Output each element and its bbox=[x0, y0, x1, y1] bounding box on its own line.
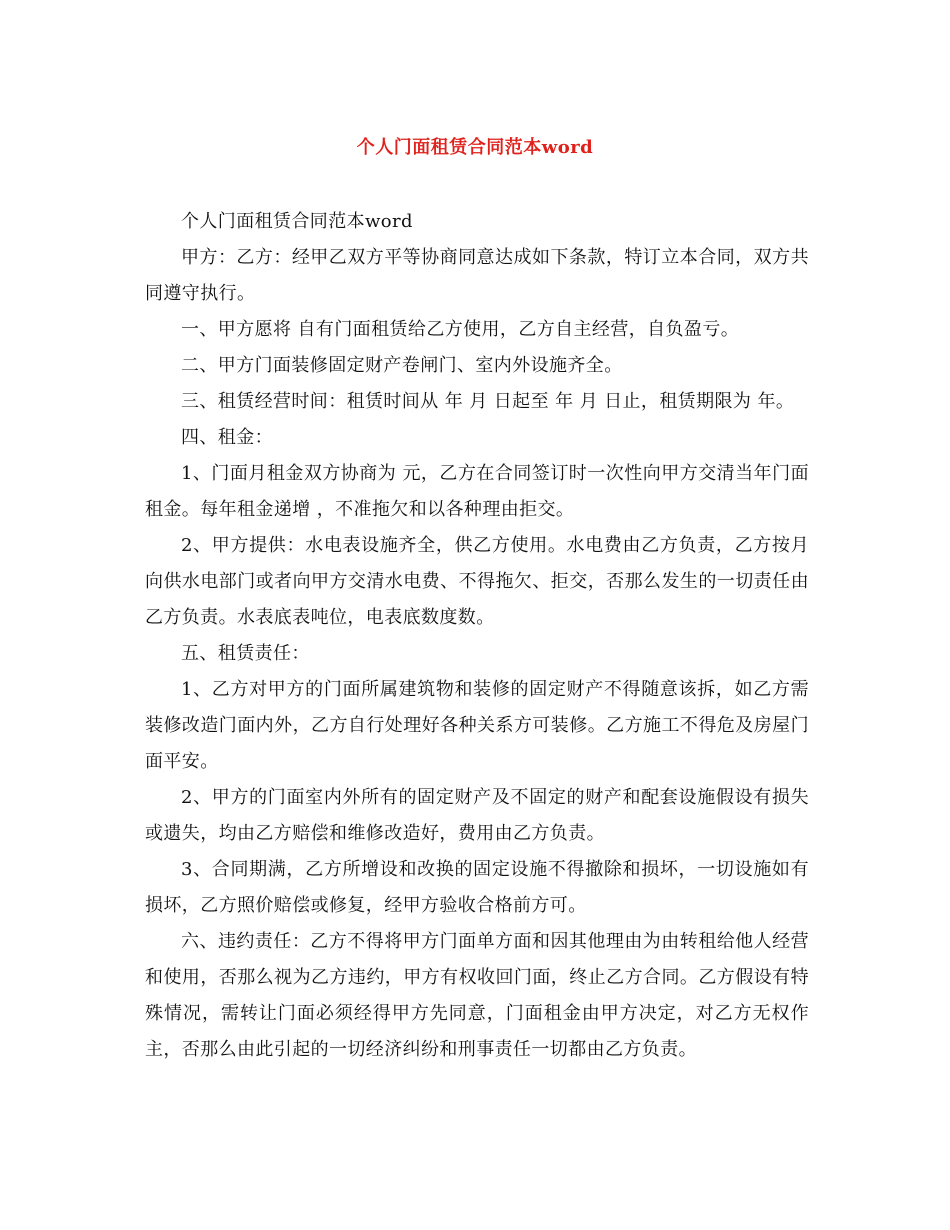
paragraph-clause-5-3: 3、合同期满，乙方所增设和改换的固定设施不得撤除和损坏，一切设施如有损坏，乙方照价赔偿或修复，经甲方验收合格前方可。 bbox=[145, 859, 809, 916]
paragraph-clause-4-2: 2、甲方提供：水电表设施齐全，供乙方使用。水电费由乙方负责，乙方按月向供水电部门或者向甲方交清水电费、不得拖欠、拒交，否那么发生的一切责任由乙方负责。水表底表吨位，电表底数度数。 bbox=[145, 535, 809, 628]
paragraph-clause-4: 四、租金： bbox=[181, 427, 273, 448]
paragraph-clause-1: 一、甲方愿将 自有门面租赁给乙方使用，乙方自主经营，自负盈亏。 bbox=[181, 319, 740, 340]
paragraph-clause-4-1: 1、门面月租金双方协商为 元，乙方在合同签订时一次性向甲方交清当年门面租金。每年租金递增 ，不准拖欠和以各种理由拒交。 bbox=[145, 463, 809, 520]
paragraph-clause-5-1: 1、乙方对甲方的门面所属建筑物和装修的固定财产不得随意该拆，如乙方需装修改造门面内外，乙方自行处理好各种关系方可装修。乙方施工不得危及房屋门面平安。 bbox=[145, 679, 809, 772]
paragraph-clause-6: 六、违约责任：乙方不得将甲方门面单方面和因其他理由为由转租给他人经营和使用，否那么视为乙方违约，甲方有权收回门面，终止乙方合同。乙方假设有特殊情况，需转让门面必须经得甲方先同意，门面租金由甲方决定，对乙方无权作主，否那么由此引起的一切经济纠纷和刑事责任一切都由乙方负责。 bbox=[145, 931, 809, 1060]
document-title: 个人门面租赁合同范本word bbox=[356, 137, 594, 158]
paragraph-parties: 甲方：乙方：经甲乙双方平等协商同意达成如下条款，特订立本合同，双方共同遵守执行。 bbox=[145, 247, 809, 304]
paragraph-clause-3: 三、租赁经营时间：租赁时间从 年 月 日起至 年 月 日止，租赁期限为 年。 bbox=[181, 391, 795, 412]
paragraph-heading: 个人门面租赁合同范本word bbox=[181, 211, 413, 232]
paragraph-clause-5-2: 2、甲方的门面室内外所有的固定财产及不固定的财产和配套设施假设有损失或遗失，均由乙方赔偿和维修改造好，费用由乙方负责。 bbox=[145, 787, 809, 844]
paragraph-clause-2: 二、甲方门面装修固定财产卷闸门、室内外设施齐全。 bbox=[181, 355, 623, 376]
document-body bbox=[145, 204, 809, 1068]
paragraph-clause-5: 五、租赁责任： bbox=[181, 643, 310, 664]
